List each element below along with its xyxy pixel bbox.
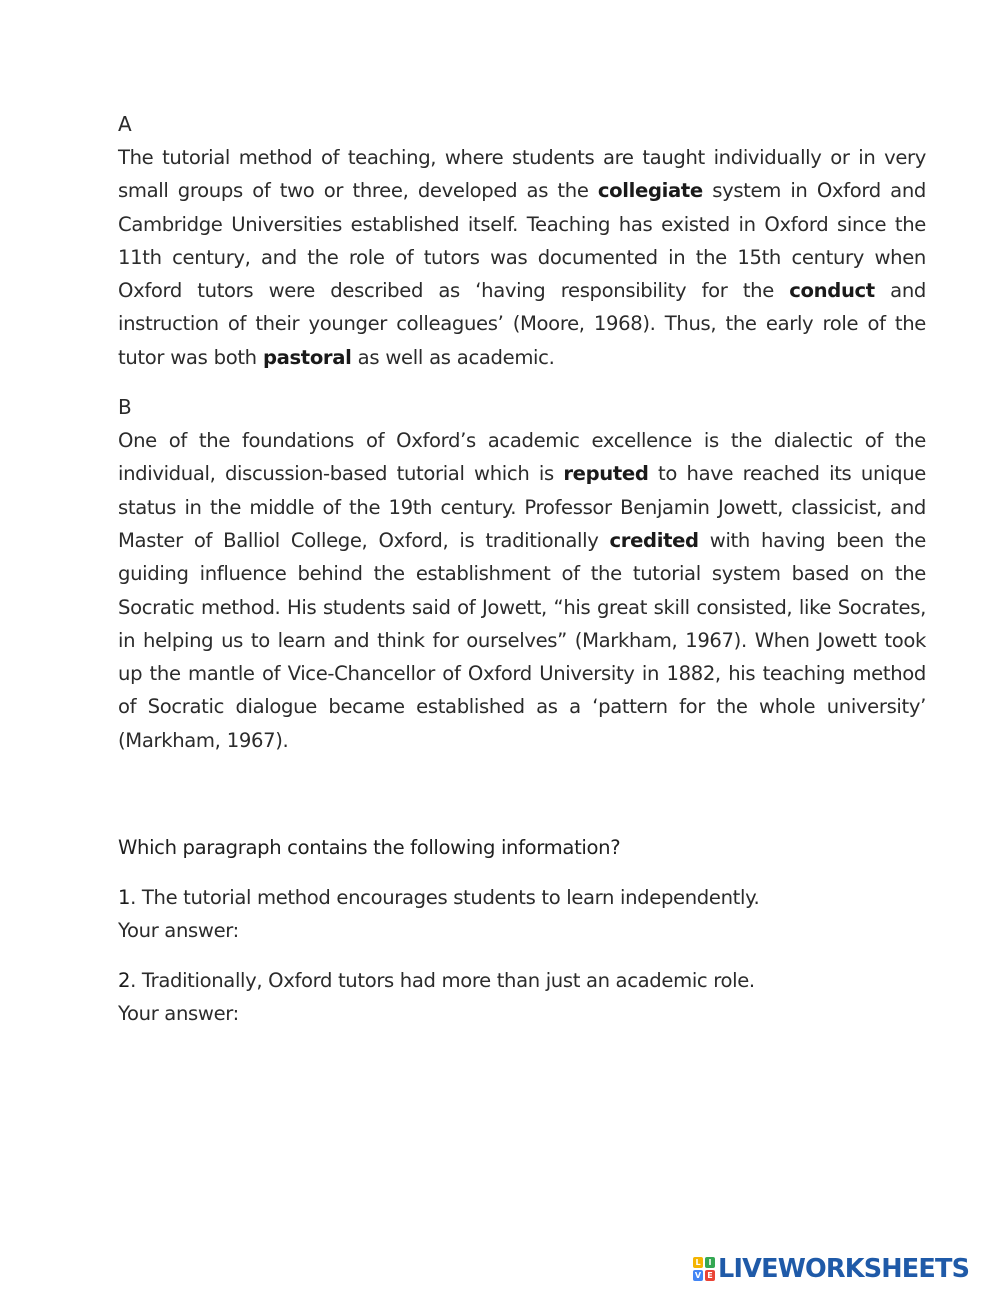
paragraph-b-text: to have reached its unique status in the middle of the 19th century. Professor Benjamin Jowett, classicist, and Master of Balliol College, Oxford, is traditionally: [118, 462, 926, 552]
question-number: 2: [118, 969, 131, 993]
liveworksheets-logo: [693, 1254, 969, 1284]
answer-input-2[interactable]: [253, 1002, 377, 1030]
question-number: 1: [118, 886, 131, 910]
paragraph-b-text: One of the foundations of Oxford’s academic excellence is the dialectic of the individual, discussion-based tutorial which is: [118, 429, 926, 486]
logo-text: LIVEWORKSHEETS: [718, 1254, 970, 1284]
question-1-prompt: [118, 881, 926, 914]
question-text: . Traditionally, Oxford tutors had more than just an academic role.: [130, 969, 755, 993]
keyword-collegiate: collegiate: [597, 179, 703, 203]
keyword-conduct: conduct: [789, 279, 875, 303]
answer-input-1[interactable]: [253, 919, 377, 947]
paragraph-a-text: as well as academic.: [351, 345, 555, 369]
paragraph-a-text: The tutorial method of teaching, where students are taught individually or in very small groups of two or three, developed as the: [118, 146, 926, 203]
paragraph-b-letter: B: [118, 395, 132, 420]
worksheet-page: [118, 108, 926, 1030]
paragraph-a-text: system in Oxford and Cambridge Universities established itself. Teaching has existed in Oxford since the 11th century, and the role of tutors was documented in the 15th century when Oxford tutors were described as ‘having responsibility for the: [118, 179, 926, 303]
paragraph-b-text: with having been the guiding influence behind the establishment of the tutorial system based on the Socratic method. His students said of Jowett, “his great skill consisted, like Socrates, in helping us to learn and think for ourselves” (Markham, 1967). When Jowett took up the mantle of Vice-Chancellor of Oxford University in 1882, his teaching method of Socratic dialogue became established as a ‘pattern for the whole university’ (Markham, 1967).: [118, 528, 926, 752]
answer-row-1: [118, 914, 926, 947]
question-text: . The tutorial method encourages students to learn independently.: [130, 886, 760, 910]
logo-mark-tile: I: [705, 1257, 715, 1268]
question-2: [118, 964, 926, 1030]
answer-label: Your answer:: [118, 919, 239, 943]
logo-mark-tile: L: [693, 1257, 703, 1268]
paragraph-b-body: [118, 424, 926, 757]
question-2-prompt: [118, 964, 926, 997]
answer-label: Your answer:: [118, 1002, 239, 1026]
paragraph-a-body: [118, 141, 926, 374]
logo-mark-tile: E: [705, 1270, 715, 1281]
paragraph-a-letter: A: [118, 112, 132, 136]
paragraph-a-text: and instruction of their younger colleagues’ (Moore, 1968). Thus, the early role of the tutor was both: [118, 279, 926, 369]
liveworksheets-logo-icon: [693, 1257, 715, 1281]
keyword-pastoral: pastoral: [262, 345, 352, 369]
questions-heading: Which paragraph contains the following information?: [118, 836, 621, 860]
keyword-credited: credited: [609, 528, 699, 552]
answer-row-2: [118, 997, 926, 1030]
keyword-reputed: reputed: [563, 462, 649, 486]
question-1: [118, 881, 926, 947]
logo-mark-tile: V: [694, 1271, 702, 1280]
